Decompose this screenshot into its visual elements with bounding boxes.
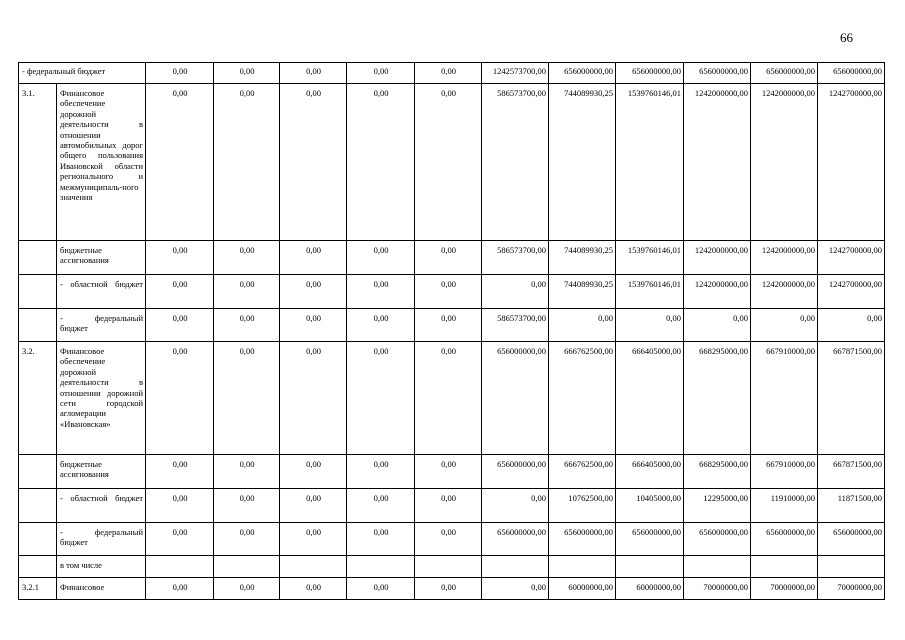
row-label: Финансовое обеспечение дорожной деятельности в отношении автомобильных дорог общего пользования Ивановской области регионального и межмуниципаль-ного значения	[57, 84, 146, 241]
value-cell: 0,00	[280, 523, 347, 556]
value-cell: 0,00	[415, 578, 482, 600]
value-cell	[818, 556, 885, 578]
value-cell: 0,00	[146, 63, 214, 84]
value-cell: 667910000,00	[751, 455, 818, 489]
value-cell	[415, 556, 482, 578]
value-cell: 0,00	[415, 84, 482, 241]
value-cell: 0,00	[214, 275, 280, 309]
value-cell: 656000000,00	[549, 63, 616, 84]
row-label: бюджетные ассигнования	[57, 455, 146, 489]
value-cell: 1242700000,00	[818, 275, 885, 309]
table-row	[19, 523, 885, 556]
value-cell: 0,00	[347, 523, 415, 556]
value-cell	[751, 556, 818, 578]
value-cell: 0,00	[482, 578, 549, 600]
value-cell: 656000000,00	[684, 63, 751, 84]
value-cell: 0,00	[280, 63, 347, 84]
row-label: - федеральный бюджет	[57, 523, 146, 556]
value-cell: 744089930,25	[549, 84, 616, 241]
table-row	[19, 309, 885, 342]
row-code	[19, 523, 57, 556]
value-cell: 1539760146,01	[616, 275, 684, 309]
value-cell: 0,00	[146, 489, 214, 523]
value-cell: 0,00	[347, 84, 415, 241]
value-cell: 667871500,00	[818, 455, 885, 489]
value-cell: 0,00	[280, 241, 347, 275]
value-cell: 0,00	[347, 489, 415, 523]
row-code: 3.2.	[19, 342, 57, 455]
value-cell: 0,00	[146, 578, 214, 600]
value-cell: 744089930,25	[549, 241, 616, 275]
value-cell: 1242000000,00	[684, 241, 751, 275]
value-cell: 0,00	[347, 241, 415, 275]
value-cell: 744089930,25	[549, 275, 616, 309]
value-cell: 1242000000,00	[751, 275, 818, 309]
value-cell: 0,00	[214, 523, 280, 556]
value-cell: 1242000000,00	[684, 84, 751, 241]
row-code	[19, 241, 57, 275]
value-cell: 0,00	[347, 63, 415, 84]
value-cell: 656000000,00	[751, 523, 818, 556]
value-cell: 0,00	[684, 309, 751, 342]
value-cell: 656000000,00	[482, 342, 549, 455]
value-cell: 0,00	[280, 455, 347, 489]
value-cell: 656000000,00	[616, 523, 684, 556]
value-cell: 656000000,00	[751, 63, 818, 84]
value-cell: 0,00	[214, 578, 280, 600]
value-cell: 11910000,00	[751, 489, 818, 523]
value-cell: 656000000,00	[684, 523, 751, 556]
value-cell: 0,00	[280, 309, 347, 342]
value-cell: 0,00	[415, 241, 482, 275]
row-label: - областной бюджет	[57, 275, 146, 309]
value-cell: 668295000,00	[684, 342, 751, 455]
value-cell: 1242573700,00	[482, 63, 549, 84]
value-cell: 0,00	[214, 342, 280, 455]
value-cell: 0,00	[347, 275, 415, 309]
value-cell: 666405000,00	[616, 455, 684, 489]
page-number: 66	[840, 30, 853, 45]
row-label: - областной бюджет	[57, 489, 146, 523]
value-cell	[146, 556, 214, 578]
value-cell: 70000000,00	[751, 578, 818, 600]
table-row	[19, 63, 885, 84]
value-cell: 0,00	[549, 309, 616, 342]
value-cell: 60000000,00	[549, 578, 616, 600]
value-cell	[616, 556, 684, 578]
value-cell: 0,00	[146, 342, 214, 455]
value-cell: 0,00	[415, 455, 482, 489]
value-cell: 0,00	[482, 489, 549, 523]
value-cell: 0,00	[146, 241, 214, 275]
value-cell	[684, 556, 751, 578]
value-cell: 1242000000,00	[684, 275, 751, 309]
value-cell: 666405000,00	[616, 342, 684, 455]
row-label: - федеральный бюджет	[19, 63, 146, 84]
value-cell: 70000000,00	[818, 578, 885, 600]
table-row	[19, 241, 885, 275]
table-row	[19, 578, 885, 600]
row-label: бюджетные ассигнования	[57, 241, 146, 275]
value-cell: 10762500,00	[549, 489, 616, 523]
value-cell: 0,00	[482, 275, 549, 309]
row-label: Финансовое	[57, 578, 146, 600]
row-code: 3.2.1	[19, 578, 57, 600]
row-code	[19, 489, 57, 523]
value-cell: 666762500,00	[549, 342, 616, 455]
value-cell: 0,00	[280, 489, 347, 523]
value-cell: 1539760146,01	[616, 241, 684, 275]
value-cell: 60000000,00	[616, 578, 684, 600]
value-cell: 586573700,00	[482, 309, 549, 342]
value-cell: 0,00	[347, 342, 415, 455]
value-cell: 667910000,00	[751, 342, 818, 455]
value-cell: 666762500,00	[549, 455, 616, 489]
value-cell: 0,00	[415, 342, 482, 455]
value-cell: 70000000,00	[684, 578, 751, 600]
value-cell: 0,00	[415, 309, 482, 342]
value-cell: 656000000,00	[482, 523, 549, 556]
value-cell: 0,00	[280, 275, 347, 309]
value-cell: 656000000,00	[549, 523, 616, 556]
value-cell: 0,00	[146, 84, 214, 241]
value-cell: 656000000,00	[818, 63, 885, 84]
value-cell: 0,00	[818, 309, 885, 342]
value-cell: 667871500,00	[818, 342, 885, 455]
row-label: - федеральный бюджет	[57, 309, 146, 342]
row-code	[19, 455, 57, 489]
value-cell: 1539760146,01	[616, 84, 684, 241]
table-row	[19, 489, 885, 523]
row-label: в том числе	[57, 556, 146, 578]
value-cell: 0,00	[415, 275, 482, 309]
table-row	[19, 455, 885, 489]
value-cell: 0,00	[214, 489, 280, 523]
value-cell	[549, 556, 616, 578]
value-cell: 0,00	[347, 309, 415, 342]
value-cell: 0,00	[214, 455, 280, 489]
value-cell: 1242000000,00	[751, 84, 818, 241]
value-cell: 0,00	[146, 275, 214, 309]
value-cell: 586573700,00	[482, 84, 549, 241]
value-cell: 668295000,00	[684, 455, 751, 489]
row-code	[19, 309, 57, 342]
value-cell: 0,00	[415, 63, 482, 84]
value-cell: 1242700000,00	[818, 241, 885, 275]
row-code	[19, 556, 57, 578]
value-cell: 12295000,00	[684, 489, 751, 523]
value-cell: 0,00	[146, 455, 214, 489]
value-cell: 0,00	[751, 309, 818, 342]
value-cell: 656000000,00	[616, 63, 684, 84]
row-label: Финансовое обеспечение дорожной деятельности в отношении дорожной сети городской агломерации «Ивановская»	[57, 342, 146, 455]
value-cell: 0,00	[280, 342, 347, 455]
table-row	[19, 275, 885, 309]
value-cell: 0,00	[347, 455, 415, 489]
value-cell: 0,00	[214, 309, 280, 342]
table-row	[19, 84, 885, 241]
value-cell: 0,00	[214, 63, 280, 84]
value-cell	[280, 556, 347, 578]
value-cell: 11871500,00	[818, 489, 885, 523]
value-cell: 0,00	[347, 578, 415, 600]
value-cell: 1242000000,00	[751, 241, 818, 275]
value-cell	[347, 556, 415, 578]
value-cell: 0,00	[415, 523, 482, 556]
table-row	[19, 342, 885, 455]
value-cell: 586573700,00	[482, 241, 549, 275]
value-cell: 10405000,00	[616, 489, 684, 523]
value-cell: 0,00	[214, 84, 280, 241]
value-cell	[214, 556, 280, 578]
value-cell: 0,00	[415, 489, 482, 523]
value-cell: 0,00	[146, 523, 214, 556]
value-cell: 0,00	[616, 309, 684, 342]
value-cell: 0,00	[214, 241, 280, 275]
value-cell: 656000000,00	[482, 455, 549, 489]
row-code	[19, 275, 57, 309]
value-cell: 0,00	[146, 309, 214, 342]
value-cell: 0,00	[280, 578, 347, 600]
row-code: 3.1.	[19, 84, 57, 241]
value-cell: 656000000,00	[818, 523, 885, 556]
value-cell: 0,00	[280, 84, 347, 241]
table-row	[19, 556, 885, 578]
budget-table	[18, 62, 885, 600]
value-cell: 1242700000,00	[818, 84, 885, 241]
value-cell	[482, 556, 549, 578]
